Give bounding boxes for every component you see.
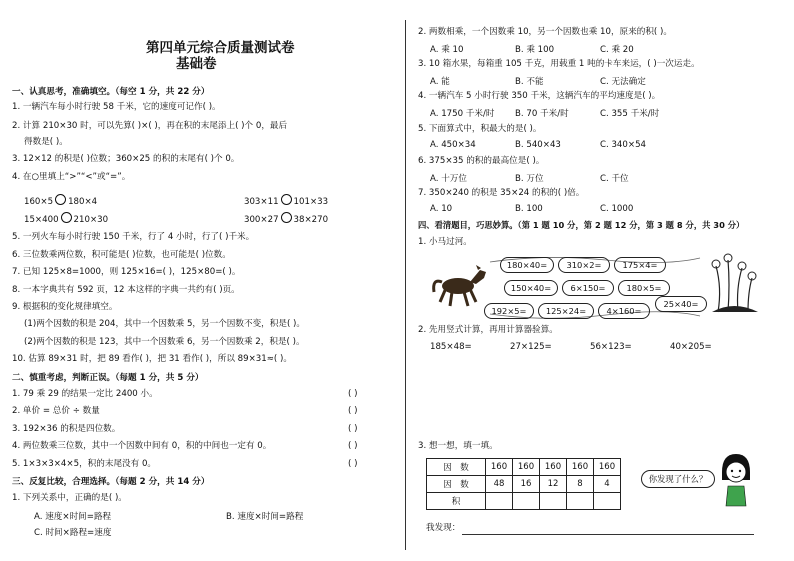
choice-2-option-b[interactable]: B. 乘 100 — [515, 45, 555, 55]
question-1-10: 10. 估算 89×31 时，把 89 看作( )，把 31 看作( )，所以 89×31≈( )。 — [12, 354, 292, 364]
choice-5-option-b[interactable]: B. 540×43 — [515, 140, 561, 150]
choice-4: 4. 一辆汽车 5 小时行驶 350 千米，这辆汽车的平均速度是( )。 — [418, 91, 661, 101]
discovery-answer-line[interactable] — [462, 534, 754, 535]
exam-title: 第四单元综合质量测试卷 — [146, 40, 295, 56]
question-1-6: 6. 三位数乘两位数，积可能是( )位数，也可能是( )位数。 — [12, 250, 231, 260]
compare-circle[interactable] — [281, 194, 292, 205]
compare-item: 300×27 38×270 — [244, 212, 328, 226]
choice-4-option-b[interactable]: B. 70 千米/时 — [515, 109, 569, 119]
section-4-title: 四、看清题目，巧思妙算。（第 1 题 10 分，第 2 题 12 分，第 3 题 8 分，共 30 分） — [418, 220, 745, 230]
choice-6: 6. 375×35 的积的最高位是( )。 — [418, 156, 545, 166]
choice-2-option-a[interactable]: A. 乘 10 — [430, 45, 464, 55]
compare-circle[interactable] — [281, 212, 292, 223]
stone-oval[interactable]: 180×40= — [500, 257, 554, 273]
question-1-5: 5. 一列火车每小时行驶 150 千米，行了 4 小时，行了( )千米。 — [12, 232, 255, 242]
problem-2: 2. 先用竖式计算，再用计算器验算。 — [418, 325, 558, 335]
exam-subtitle: 基础卷 — [176, 56, 217, 72]
judge-paren[interactable]: ( ) — [348, 406, 358, 416]
table-cell: 160 — [513, 459, 540, 476]
stone-oval[interactable]: 175×4= — [614, 257, 666, 273]
judge-2: 2. 单价 = 总价 ÷ 数量 — [12, 406, 100, 416]
table-input-cell[interactable] — [540, 493, 567, 510]
choice-1: 1. 下列关系中，正确的是( )。 — [12, 493, 127, 503]
choice-1-option-c[interactable]: C. 时间×路程=速度 — [34, 528, 112, 538]
stone-oval[interactable]: 150×40= — [504, 280, 558, 296]
choice-5-option-c[interactable]: C. 340×54 — [600, 140, 647, 150]
vertical-calc-item: 56×123= — [590, 342, 632, 352]
choice-1-option-b[interactable]: B. 速度×时间=路程 — [226, 512, 304, 522]
section-2-title: 二、慎重考虑，判断正误。（每题 1 分，共 5 分） — [12, 373, 204, 383]
table-cell: 160 — [567, 459, 594, 476]
column-divider — [405, 20, 406, 550]
choice-3-option-c[interactable]: C. 无法确定 — [600, 77, 646, 87]
question-1-9b: (2)两个因数的积是 123，其中一个因数乘 6，另一个因数乘 2，积是( )。 — [24, 337, 305, 347]
table-cell: 4 — [594, 476, 621, 493]
question-1-9: 9. 根据积的变化规律填空。 — [12, 302, 118, 312]
question-1-9a: (1)两个因数的积是 204，其中一个因数乘 5，另一个因数不变，积是( )。 — [24, 319, 305, 329]
plant-icon — [708, 248, 760, 314]
judge-paren[interactable]: ( ) — [348, 441, 358, 451]
speech-bubble: 你发现了什么？ — [641, 470, 715, 488]
compare-circle[interactable] — [55, 194, 66, 205]
stone-oval[interactable]: 192×5= — [484, 303, 534, 319]
stone-oval[interactable]: 180×5= — [618, 280, 670, 296]
section-3-title: 三、反复比较，合理选择。（每题 2 分，共 14 分） — [12, 477, 210, 487]
compare-item: 160×5 180×4 — [24, 194, 97, 208]
table-cell: 12 — [540, 476, 567, 493]
choice-5: 5. 下面算式中，积最大的是( )。 — [418, 124, 542, 134]
question-1-4: 4. 在○里填上“>”“<”或“=”。 — [12, 172, 131, 182]
choice-2: 2. 两数相乘，一个因数乘 10，另一个因数也乘 10，原来的积( )。 — [418, 27, 672, 37]
problem-3: 3. 想一想，填一填。 — [418, 441, 498, 451]
table-header-cell: 因 数 — [427, 459, 486, 476]
choice-3: 3. 10 箱水果，每箱重 105 千克，用载重 1 吨的卡车来运，( )一次运走。 — [418, 59, 700, 69]
vertical-calc-item: 185×48= — [430, 342, 472, 352]
choice-7-option-b[interactable]: B. 100 — [515, 204, 543, 214]
vertical-calc-item: 40×205= — [670, 342, 712, 352]
table-cell: 160 — [594, 459, 621, 476]
choice-7-option-a[interactable]: A. 10 — [430, 204, 453, 214]
vertical-calc-item: 27×125= — [510, 342, 552, 352]
choice-1-option-a[interactable]: A. 速度×时间=路程 — [34, 512, 112, 522]
table-input-cell[interactable] — [513, 493, 540, 510]
discovery-label: 我发现： — [426, 523, 461, 533]
stone-oval[interactable]: 25×40= — [655, 296, 707, 312]
judge-3: 3. 192×36 的积是四位数。 — [12, 424, 121, 434]
horse-icon — [428, 262, 490, 308]
table-row — [427, 493, 621, 510]
table-cell: 16 — [513, 476, 540, 493]
choice-6-option-b[interactable]: B. 万位 — [515, 174, 544, 184]
stone-oval[interactable]: 6×150= — [562, 280, 614, 296]
choice-6-option-a[interactable]: A. 十万位 — [430, 174, 467, 184]
judge-5: 5. 1×3×3×4×5，积的末尾没有 0。 — [12, 459, 157, 469]
choice-7: 7. 350×240 的积是 35×24 的积的( )倍。 — [418, 188, 585, 198]
question-1-7: 7. 已知 125×8=1000，则 125×16=( )，125×80=( )。 — [12, 267, 241, 277]
judge-4: 4. 两位数乘三位数，其中一个因数中间有 0，积的中间也一定有 0。 — [12, 441, 272, 451]
choice-5-option-a[interactable]: A. 450×34 — [430, 140, 476, 150]
question-1-2b: 得数是( )。 — [24, 137, 68, 147]
table-cell: 160 — [486, 459, 513, 476]
judge-1: 1. 79 乘 29 的结果一定比 2400 小。 — [12, 389, 158, 399]
judge-paren[interactable]: ( ) — [348, 459, 358, 469]
choice-4-option-c[interactable]: C. 355 千米/时 — [600, 109, 660, 119]
table-cell: 8 — [567, 476, 594, 493]
choice-3-option-b[interactable]: B. 不能 — [515, 77, 544, 87]
compare-circle[interactable] — [61, 212, 72, 223]
table-cell: 48 — [486, 476, 513, 493]
table-input-cell[interactable] — [567, 493, 594, 510]
choice-2-option-c[interactable]: C. 乘 20 — [600, 45, 634, 55]
table-cell: 160 — [540, 459, 567, 476]
choice-3-option-a[interactable]: A. 能 — [430, 77, 450, 87]
table-row — [427, 476, 621, 493]
girl-icon — [716, 452, 756, 508]
question-1-1: 1. 一辆汽车每小时行驶 58 千米，它的速度可记作( )。 — [12, 102, 221, 112]
table-header-cell: 因 数 — [427, 476, 486, 493]
factor-table — [426, 458, 621, 510]
question-1-3: 3. 12×12 的积是( )位数；360×25 的积的末尾有( )个 0。 — [12, 154, 240, 164]
section-1-title: 一、认真思考，准确填空。（每空 1 分，共 22 分） — [12, 87, 210, 97]
choice-4-option-a[interactable]: A. 1750 千米/时 — [430, 109, 495, 119]
table-input-cell[interactable] — [594, 493, 621, 510]
choice-7-option-c[interactable]: C. 1000 — [600, 204, 634, 214]
stone-oval[interactable]: 310×2= — [558, 257, 610, 273]
judge-paren[interactable]: ( ) — [348, 389, 358, 399]
choice-6-option-c[interactable]: C. 千位 — [600, 174, 629, 184]
question-1-8: 8. 一本字典共有 592 页，12 本这样的字典一共约有( )页。 — [12, 285, 240, 295]
compare-item: 15×400 210×30 — [24, 212, 108, 226]
question-1-2a: 2. 计算 210×30 时，可以先算( )×( )，再在积的末尾添上( )个 0，最后 — [12, 121, 288, 131]
problem-1: 1. 小马过河。 — [418, 237, 472, 247]
table-input-cell[interactable] — [486, 493, 513, 510]
compare-item: 303×11 101×33 — [244, 194, 328, 208]
judge-paren[interactable]: ( ) — [348, 424, 358, 434]
stone-oval[interactable]: 4×160= — [598, 303, 650, 319]
table-row — [427, 459, 621, 476]
stone-oval[interactable]: 125×24= — [538, 303, 594, 319]
table-header-cell: 积 — [427, 493, 486, 510]
